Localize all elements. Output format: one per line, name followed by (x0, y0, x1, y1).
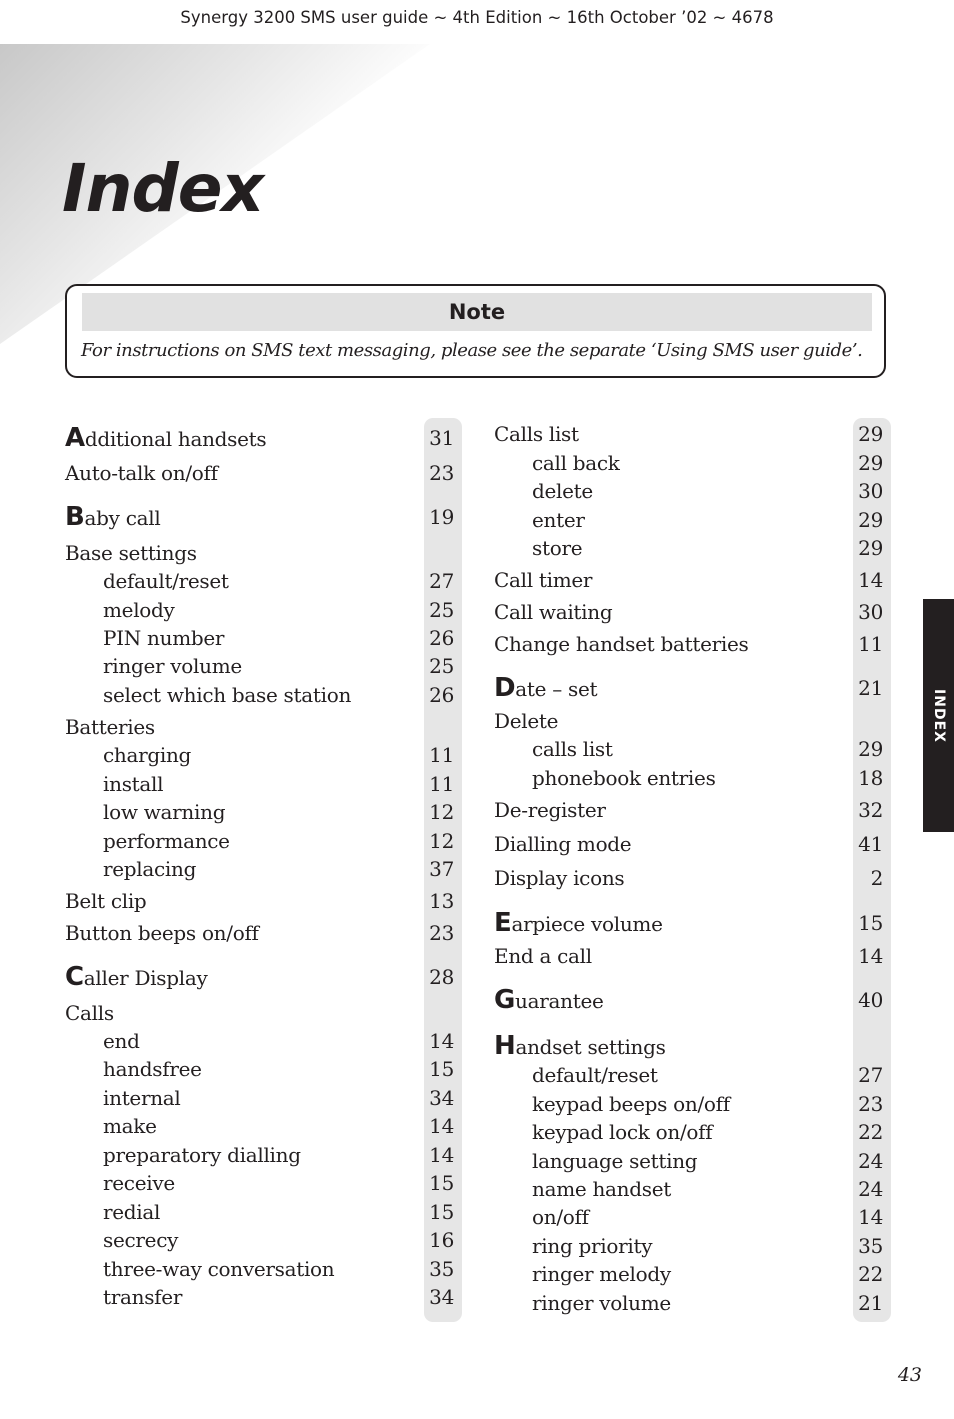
index-term: select which base station (103, 683, 352, 707)
index-term: handsfree (103, 1057, 202, 1081)
index-term: Call waiting (494, 600, 613, 624)
index-entry (65, 713, 454, 741)
index-term: ring priority (532, 1234, 653, 1258)
index-subentry (65, 1055, 454, 1083)
index-page-ref: 35 (858, 1234, 883, 1258)
index-subentry (494, 1147, 883, 1175)
index-subentry (65, 798, 454, 826)
index-subentry (494, 1289, 883, 1317)
index-page-ref: 28 (429, 965, 454, 989)
index-term: charging (103, 743, 192, 767)
index-term: receive (103, 1171, 175, 1195)
index-subentry (494, 1061, 883, 1089)
index-term: name handset (532, 1177, 672, 1201)
index-page-ref: 11 (429, 772, 454, 796)
index-subentry (494, 1090, 883, 1118)
index-page-ref: 34 (429, 1086, 454, 1110)
index-term: Belt clip (65, 889, 147, 913)
index-subentry (65, 770, 454, 798)
index-page-ref: 18 (858, 766, 883, 790)
section-side-tab (923, 599, 954, 832)
index-term: redial (103, 1200, 161, 1224)
index-term: Calls list (494, 422, 579, 446)
index-page-ref: 40 (858, 988, 883, 1012)
index-subentry (65, 1169, 454, 1197)
index-term: three-way conversation (103, 1257, 335, 1281)
index-subentry (494, 764, 883, 792)
index-page-ref: 15 (429, 1057, 454, 1081)
index-page-ref: 14 (429, 1143, 454, 1167)
index-term: make (103, 1114, 157, 1138)
index-entry (65, 999, 454, 1027)
index-subentry (494, 1118, 883, 1146)
index-subentry (494, 1260, 883, 1288)
index-subentry (65, 681, 454, 709)
index-term: keypad beeps on/off (532, 1092, 730, 1116)
index-page-ref: 29 (858, 536, 883, 560)
index-subentry (65, 1255, 454, 1283)
index-page-ref: 27 (858, 1063, 883, 1087)
index-term: call back (532, 451, 620, 475)
index-subentry (65, 1198, 454, 1226)
index-term: preparatory dialling (103, 1143, 301, 1167)
index-term: default/reset (532, 1063, 658, 1087)
index-subentry (65, 596, 454, 624)
index-term: Handset settings (494, 1031, 666, 1061)
index-page-ref: 41 (858, 832, 883, 856)
index-entry (65, 963, 454, 991)
index-term: Base settings (65, 541, 197, 565)
index-page-ref: 35 (429, 1257, 454, 1281)
index-entry (494, 942, 883, 970)
section-side-tab-label: INDEX (930, 688, 947, 743)
index-page-ref: 25 (429, 598, 454, 622)
index-page-ref: 24 (858, 1149, 883, 1173)
index-term: calls list (532, 737, 613, 761)
index-term: Guarantee (494, 985, 604, 1015)
index-term: Date – set (494, 673, 598, 703)
index-page-ref: 11 (858, 632, 883, 656)
index-subentry (494, 1175, 883, 1203)
index-page-ref: 30 (858, 479, 883, 503)
index-page-ref: 26 (429, 683, 454, 707)
index-page-ref: 21 (858, 676, 883, 700)
index-subentry (65, 1283, 454, 1311)
index-page-ref: 16 (429, 1228, 454, 1252)
index-entry (494, 830, 883, 858)
index-term: ringer melody (532, 1262, 671, 1286)
index-entry (65, 503, 454, 531)
index-subentry (494, 1203, 883, 1231)
index-page-ref: 29 (858, 737, 883, 761)
index-entry (494, 1032, 883, 1060)
index-subentry (494, 1232, 883, 1260)
index-subentry (65, 1112, 454, 1140)
index-term: Change handset batteries (494, 632, 749, 656)
index-page-ref: 27 (429, 569, 454, 593)
index-term: replacing (103, 857, 197, 881)
index-term: Dialling mode (494, 832, 632, 856)
index-entry (494, 707, 883, 735)
index-page-ref: 14 (858, 568, 883, 592)
index-term: Delete (494, 709, 559, 733)
index-subentry (65, 741, 454, 769)
index-term: End a call (494, 944, 592, 968)
index-entry (494, 909, 883, 937)
index-page-ref: 14 (429, 1029, 454, 1053)
index-page-ref: 21 (858, 1291, 883, 1315)
index-term: Call timer (494, 568, 593, 592)
index-term: Button beeps on/off (65, 921, 259, 945)
index-page-ref: 14 (858, 944, 883, 968)
index-page-ref: 23 (429, 461, 454, 485)
index-term: on/off (532, 1205, 589, 1229)
index-page-ref: 32 (858, 798, 883, 822)
index-term: transfer (103, 1285, 183, 1309)
index-page-ref: 13 (429, 889, 454, 913)
index-page-ref: 15 (858, 911, 883, 935)
index-entry (65, 459, 454, 487)
index-subentry (65, 1141, 454, 1169)
index-page-ref: 37 (429, 857, 454, 881)
index-term: PIN number (103, 626, 225, 650)
index-entry (494, 674, 883, 702)
index-term: phonebook entries (532, 766, 716, 790)
index-subentry (65, 1226, 454, 1254)
index-term: ringer volume (103, 654, 242, 678)
index-page-ref: 29 (858, 508, 883, 532)
index-term: end (103, 1029, 140, 1053)
index-term: language setting (532, 1149, 698, 1173)
index-term: store (532, 536, 583, 560)
index-subentry (494, 534, 883, 562)
index-subentry (65, 1027, 454, 1055)
index-term: performance (103, 829, 230, 853)
index-page-ref: 24 (858, 1177, 883, 1201)
index-term: melody (103, 598, 175, 622)
index-page-ref: 12 (429, 829, 454, 853)
index-subentry (65, 624, 454, 652)
index-page-ref: 29 (858, 422, 883, 446)
index-subentry (65, 855, 454, 883)
page-number: 43 (897, 1364, 922, 1386)
index-page-ref: 25 (429, 654, 454, 678)
index-entry (65, 919, 454, 947)
index-subentry (65, 567, 454, 595)
index-term: enter (532, 508, 585, 532)
index-term: keypad lock on/off (532, 1120, 713, 1144)
index-entry (494, 566, 883, 594)
index-term: Calls (65, 1001, 114, 1025)
index-term: Auto-talk on/off (65, 461, 218, 485)
index-page-ref: 15 (429, 1171, 454, 1195)
index-term: delete (532, 479, 593, 503)
index-entry (494, 796, 883, 824)
index-term: ringer volume (532, 1291, 671, 1315)
note-heading: Note (82, 293, 872, 331)
index-page-ref: 14 (429, 1114, 454, 1138)
index-entry (494, 598, 883, 626)
running-header: Synergy 3200 SMS user guide ~ 4th Edition ~ 16th October ’02 ~ 4678 (180, 8, 774, 27)
index-page-ref: 26 (429, 626, 454, 650)
index-page-ref: 11 (429, 743, 454, 767)
index-subentry (494, 735, 883, 763)
index-term: Caller Display (65, 962, 208, 992)
index-page-ref: 31 (429, 426, 454, 450)
index-entry (494, 630, 883, 658)
index-page-ref: 22 (858, 1262, 883, 1286)
index-entry (494, 864, 883, 892)
index-term: install (103, 772, 164, 796)
index-page-ref: 29 (858, 451, 883, 475)
index-entry (65, 424, 454, 452)
index-subentry (65, 652, 454, 680)
index-term: Additional handsets (65, 423, 267, 453)
index-term: secrecy (103, 1228, 179, 1252)
index-page-ref: 23 (429, 921, 454, 945)
index-term: Display icons (494, 866, 625, 890)
index-term: De-register (494, 798, 606, 822)
index-page-ref: 15 (429, 1200, 454, 1224)
index-page-ref: 23 (858, 1092, 883, 1116)
note-box (65, 284, 886, 378)
index-subentry (494, 506, 883, 534)
index-subentry (494, 477, 883, 505)
index-subentry (494, 449, 883, 477)
index-term: Earpiece volume (494, 908, 663, 938)
index-page-ref: 34 (429, 1285, 454, 1309)
index-term: default/reset (103, 569, 229, 593)
index-term: Batteries (65, 715, 155, 739)
index-page-ref: 2 (870, 866, 883, 890)
index-page-ref: 30 (858, 600, 883, 624)
index-term: Baby call (65, 502, 161, 532)
index-term: internal (103, 1086, 181, 1110)
index-subentry (65, 1084, 454, 1112)
note-text: For instructions on SMS text messaging, please see the separate ‘Using SMS user guide’. (81, 340, 863, 361)
index-entry (494, 986, 883, 1014)
index-subentry (65, 827, 454, 855)
index-term: low warning (103, 800, 226, 824)
index-entry (494, 420, 883, 448)
index-page-ref: 19 (429, 505, 454, 529)
index-page-ref: 14 (858, 1205, 883, 1229)
index-page-ref: 22 (858, 1120, 883, 1144)
index-entry (65, 539, 454, 567)
index-page-ref: 12 (429, 800, 454, 824)
page-title: Index (62, 150, 264, 227)
index-entry (65, 887, 454, 915)
